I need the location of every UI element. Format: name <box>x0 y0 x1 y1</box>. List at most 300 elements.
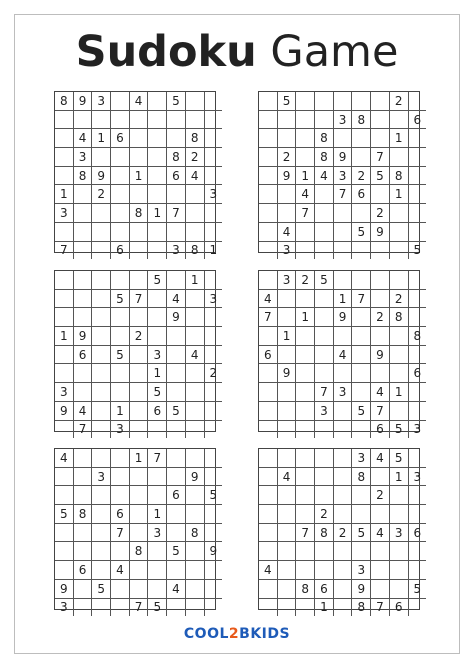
sudoku-cell[interactable] <box>148 467 167 486</box>
sudoku-cell[interactable] <box>92 401 111 420</box>
sudoku-cell[interactable]: 4 <box>185 345 204 364</box>
sudoku-cell[interactable] <box>129 345 148 364</box>
sudoku-cell[interactable] <box>277 542 296 561</box>
sudoku-cell[interactable] <box>129 129 148 148</box>
sudoku-cell[interactable] <box>204 467 222 486</box>
sudoku-cell[interactable] <box>148 561 167 580</box>
sudoku-cell[interactable] <box>315 204 334 223</box>
sudoku-cell[interactable] <box>111 222 130 241</box>
sudoku-cell[interactable]: 7 <box>259 308 277 327</box>
sudoku-cell[interactable] <box>277 598 296 616</box>
sudoku-cell[interactable] <box>259 449 277 467</box>
sudoku-cell[interactable] <box>333 401 352 420</box>
sudoku-cell[interactable]: 4 <box>111 561 130 580</box>
sudoku-cell[interactable]: 6 <box>111 505 130 524</box>
sudoku-cell[interactable] <box>296 345 315 364</box>
sudoku-cell[interactable] <box>129 271 148 289</box>
sudoku-cell[interactable] <box>352 308 371 327</box>
sudoku-cell[interactable]: 3 <box>92 467 111 486</box>
sudoku-cell[interactable] <box>333 561 352 580</box>
sudoku-cell[interactable] <box>333 364 352 383</box>
sudoku-cell[interactable] <box>204 222 222 241</box>
sudoku-cell[interactable] <box>408 204 426 223</box>
sudoku-cell[interactable] <box>389 364 408 383</box>
sudoku-cell[interactable]: 2 <box>389 92 408 110</box>
sudoku-cell[interactable] <box>389 271 408 289</box>
sudoku-cell[interactable]: 1 <box>129 166 148 185</box>
sudoku-cell[interactable] <box>185 289 204 308</box>
sudoku-cell[interactable] <box>408 92 426 110</box>
sudoku-cell[interactable]: 3 <box>148 345 167 364</box>
sudoku-cell[interactable] <box>167 598 186 616</box>
sudoku-cell[interactable] <box>204 383 222 402</box>
sudoku-cell[interactable] <box>73 308 92 327</box>
sudoku-cell[interactable]: 6 <box>352 185 371 204</box>
sudoku-cell[interactable] <box>167 271 186 289</box>
sudoku-cell[interactable]: 5 <box>111 289 130 308</box>
sudoku-cell[interactable] <box>111 110 130 129</box>
sudoku-cell[interactable] <box>259 420 277 438</box>
sudoku-cell[interactable]: 5 <box>352 523 371 542</box>
sudoku-cell[interactable] <box>389 241 408 259</box>
sudoku-cell[interactable] <box>73 185 92 204</box>
sudoku-cell[interactable] <box>73 241 92 259</box>
sudoku-cell[interactable]: 5 <box>167 542 186 561</box>
sudoku-cell[interactable]: 7 <box>333 185 352 204</box>
sudoku-cell[interactable]: 9 <box>204 542 222 561</box>
sudoku-cell[interactable] <box>296 92 315 110</box>
sudoku-cell[interactable] <box>92 222 111 241</box>
sudoku-cell[interactable] <box>408 289 426 308</box>
sudoku-cell[interactable] <box>259 110 277 129</box>
sudoku-cell[interactable] <box>277 486 296 505</box>
sudoku-cell[interactable]: 5 <box>148 271 167 289</box>
sudoku-cell[interactable] <box>73 271 92 289</box>
sudoku-cell[interactable] <box>371 110 390 129</box>
sudoku-cell[interactable]: 5 <box>371 166 390 185</box>
sudoku-cell[interactable] <box>204 166 222 185</box>
sudoku-cell[interactable] <box>129 486 148 505</box>
sudoku-cell[interactable] <box>55 308 73 327</box>
sudoku-cell[interactable]: 4 <box>167 289 186 308</box>
sudoku-cell[interactable] <box>55 364 73 383</box>
sudoku-cell[interactable] <box>185 222 204 241</box>
sudoku-cell[interactable] <box>185 92 204 110</box>
sudoku-cell[interactable]: 8 <box>55 92 73 110</box>
sudoku-cell[interactable] <box>277 579 296 598</box>
sudoku-cell[interactable] <box>55 271 73 289</box>
sudoku-cell[interactable]: 8 <box>129 204 148 223</box>
sudoku-cell[interactable]: 7 <box>129 598 148 616</box>
sudoku-cell[interactable]: 5 <box>408 579 426 598</box>
sudoku-cell[interactable]: 7 <box>167 204 186 223</box>
sudoku-cell[interactable]: 3 <box>277 271 296 289</box>
sudoku-cell[interactable]: 3 <box>408 467 426 486</box>
sudoku-cell[interactable] <box>148 185 167 204</box>
sudoku-cell[interactable] <box>315 241 334 259</box>
sudoku-cell[interactable] <box>389 204 408 223</box>
sudoku-cell[interactable] <box>408 222 426 241</box>
sudoku-cell[interactable] <box>129 222 148 241</box>
sudoku-cell[interactable]: 7 <box>296 204 315 223</box>
sudoku-cell[interactable] <box>185 561 204 580</box>
sudoku-cell[interactable] <box>129 185 148 204</box>
sudoku-cell[interactable]: 3 <box>73 148 92 167</box>
sudoku-cell[interactable]: 1 <box>315 598 334 616</box>
sudoku-cell[interactable] <box>185 598 204 616</box>
sudoku-cell[interactable]: 1 <box>148 364 167 383</box>
sudoku-cell[interactable] <box>111 486 130 505</box>
sudoku-cell[interactable] <box>73 449 92 467</box>
sudoku-cell[interactable] <box>259 364 277 383</box>
sudoku-cell[interactable]: 8 <box>73 166 92 185</box>
sudoku-cell[interactable]: 4 <box>315 166 334 185</box>
sudoku-cell[interactable] <box>73 289 92 308</box>
sudoku-cell[interactable]: 3 <box>204 185 222 204</box>
sudoku-cell[interactable]: 4 <box>55 449 73 467</box>
sudoku-cell[interactable] <box>148 486 167 505</box>
sudoku-cell[interactable] <box>204 327 222 346</box>
sudoku-cell[interactable] <box>148 129 167 148</box>
sudoku-cell[interactable]: 3 <box>111 420 130 438</box>
sudoku-cell[interactable] <box>333 241 352 259</box>
sudoku-cell[interactable]: 4 <box>277 467 296 486</box>
sudoku-cell[interactable] <box>129 241 148 259</box>
sudoku-cell[interactable]: 1 <box>55 327 73 346</box>
sudoku-cell[interactable]: 5 <box>92 579 111 598</box>
sudoku-cell[interactable]: 3 <box>389 523 408 542</box>
sudoku-cell[interactable]: 5 <box>408 241 426 259</box>
sudoku-cell[interactable] <box>129 364 148 383</box>
sudoku-cell[interactable] <box>315 308 334 327</box>
sudoku-cell[interactable]: 6 <box>315 579 334 598</box>
sudoku-cell[interactable] <box>148 241 167 259</box>
sudoku-cell[interactable] <box>129 561 148 580</box>
sudoku-cell[interactable]: 8 <box>408 327 426 346</box>
sudoku-cell[interactable] <box>371 289 390 308</box>
sudoku-cell[interactable] <box>167 420 186 438</box>
sudoku-cell[interactable] <box>277 185 296 204</box>
sudoku-cell[interactable]: 2 <box>296 271 315 289</box>
sudoku-cell[interactable] <box>296 486 315 505</box>
sudoku-cell[interactable] <box>185 185 204 204</box>
sudoku-cell[interactable] <box>277 449 296 467</box>
sudoku-cell[interactable] <box>389 486 408 505</box>
sudoku-cell[interactable] <box>167 383 186 402</box>
sudoku-cell[interactable] <box>277 383 296 402</box>
sudoku-cell[interactable] <box>129 523 148 542</box>
sudoku-cell[interactable] <box>371 92 390 110</box>
sudoku-cell[interactable] <box>111 166 130 185</box>
sudoku-cell[interactable] <box>111 598 130 616</box>
sudoku-cell[interactable] <box>408 598 426 616</box>
sudoku-cell[interactable] <box>148 308 167 327</box>
sudoku-cell[interactable]: 4 <box>277 222 296 241</box>
sudoku-cell[interactable] <box>277 204 296 223</box>
sudoku-cell[interactable] <box>111 542 130 561</box>
sudoku-cell[interactable] <box>204 308 222 327</box>
sudoku-cell[interactable]: 4 <box>259 561 277 580</box>
sudoku-cell[interactable] <box>408 345 426 364</box>
sudoku-cell[interactable] <box>296 148 315 167</box>
sudoku-cell[interactable] <box>92 241 111 259</box>
sudoku-cell[interactable]: 1 <box>111 401 130 420</box>
sudoku-cell[interactable] <box>204 204 222 223</box>
sudoku-cell[interactable]: 6 <box>167 486 186 505</box>
sudoku-cell[interactable]: 5 <box>389 449 408 467</box>
sudoku-cell[interactable]: 1 <box>148 204 167 223</box>
sudoku-cell[interactable]: 4 <box>185 166 204 185</box>
sudoku-cell[interactable] <box>408 401 426 420</box>
sudoku-cell[interactable] <box>315 486 334 505</box>
sudoku-cell[interactable] <box>167 110 186 129</box>
sudoku-cell[interactable]: 1 <box>277 327 296 346</box>
sudoku-cell[interactable]: 6 <box>167 166 186 185</box>
sudoku-cell[interactable]: 1 <box>296 308 315 327</box>
sudoku-cell[interactable] <box>408 166 426 185</box>
sudoku-cell[interactable] <box>408 308 426 327</box>
sudoku-cell[interactable] <box>73 598 92 616</box>
sudoku-cell[interactable] <box>167 449 186 467</box>
sudoku-cell[interactable]: 6 <box>408 110 426 129</box>
sudoku-cell[interactable] <box>352 420 371 438</box>
sudoku-cell[interactable] <box>73 579 92 598</box>
sudoku-cell[interactable] <box>92 523 111 542</box>
sudoku-cell[interactable] <box>55 289 73 308</box>
sudoku-cell[interactable] <box>167 561 186 580</box>
sudoku-cell[interactable] <box>277 523 296 542</box>
sudoku-cell[interactable] <box>167 364 186 383</box>
sudoku-cell[interactable] <box>352 241 371 259</box>
sudoku-cell[interactable]: 1 <box>55 185 73 204</box>
sudoku-cell[interactable] <box>111 148 130 167</box>
sudoku-cell[interactable]: 5 <box>315 271 334 289</box>
sudoku-cell[interactable] <box>204 505 222 524</box>
sudoku-cell[interactable]: 2 <box>92 185 111 204</box>
sudoku-cell[interactable]: 5 <box>277 92 296 110</box>
sudoku-cell[interactable] <box>129 148 148 167</box>
sudoku-cell[interactable] <box>296 505 315 524</box>
sudoku-cell[interactable] <box>259 505 277 524</box>
sudoku-cell[interactable] <box>371 327 390 346</box>
sudoku-cell[interactable] <box>204 129 222 148</box>
sudoku-cell[interactable] <box>371 271 390 289</box>
sudoku-cell[interactable] <box>296 327 315 346</box>
sudoku-cell[interactable]: 5 <box>148 598 167 616</box>
sudoku-cell[interactable] <box>204 523 222 542</box>
sudoku-cell[interactable]: 8 <box>185 129 204 148</box>
sudoku-cell[interactable] <box>277 561 296 580</box>
sudoku-cell[interactable]: 2 <box>129 327 148 346</box>
sudoku-cell[interactable] <box>167 467 186 486</box>
sudoku-cell[interactable] <box>259 241 277 259</box>
sudoku-cell[interactable] <box>389 148 408 167</box>
sudoku-cell[interactable]: 9 <box>55 579 73 598</box>
sudoku-cell[interactable] <box>315 222 334 241</box>
sudoku-cell[interactable] <box>259 598 277 616</box>
sudoku-cell[interactable] <box>111 92 130 110</box>
sudoku-cell[interactable] <box>352 271 371 289</box>
sudoku-cell[interactable] <box>259 542 277 561</box>
sudoku-cell[interactable] <box>408 383 426 402</box>
sudoku-cell[interactable] <box>55 110 73 129</box>
sudoku-cell[interactable] <box>296 449 315 467</box>
sudoku-cell[interactable]: 7 <box>315 383 334 402</box>
sudoku-cell[interactable] <box>352 505 371 524</box>
sudoku-cell[interactable]: 1 <box>389 129 408 148</box>
sudoku-cell[interactable] <box>315 345 334 364</box>
sudoku-cell[interactable] <box>148 542 167 561</box>
sudoku-cell[interactable] <box>73 204 92 223</box>
sudoku-cell[interactable] <box>148 327 167 346</box>
sudoku-cell[interactable] <box>333 92 352 110</box>
sudoku-cell[interactable] <box>73 542 92 561</box>
sudoku-cell[interactable] <box>55 222 73 241</box>
sudoku-cell[interactable]: 8 <box>389 308 408 327</box>
sudoku-cell[interactable] <box>92 271 111 289</box>
sudoku-cell[interactable] <box>167 185 186 204</box>
sudoku-cell[interactable] <box>371 561 390 580</box>
sudoku-cell[interactable]: 8 <box>185 241 204 259</box>
sudoku-cell[interactable] <box>296 241 315 259</box>
sudoku-cell[interactable] <box>92 383 111 402</box>
sudoku-cell[interactable] <box>408 148 426 167</box>
sudoku-cell[interactable]: 8 <box>167 148 186 167</box>
sudoku-cell[interactable] <box>204 420 222 438</box>
sudoku-cell[interactable]: 7 <box>296 523 315 542</box>
sudoku-cell[interactable] <box>259 383 277 402</box>
sudoku-cell[interactable] <box>371 241 390 259</box>
sudoku-cell[interactable] <box>73 222 92 241</box>
sudoku-cell[interactable]: 9 <box>167 308 186 327</box>
sudoku-cell[interactable]: 8 <box>352 110 371 129</box>
sudoku-cell[interactable]: 9 <box>352 579 371 598</box>
sudoku-cell[interactable] <box>296 110 315 129</box>
sudoku-cell[interactable] <box>352 148 371 167</box>
sudoku-cell[interactable] <box>259 327 277 346</box>
sudoku-cell[interactable]: 3 <box>148 523 167 542</box>
sudoku-cell[interactable]: 8 <box>315 148 334 167</box>
sudoku-cell[interactable]: 5 <box>389 420 408 438</box>
sudoku-cell[interactable]: 4 <box>73 129 92 148</box>
sudoku-cell[interactable]: 9 <box>333 308 352 327</box>
sudoku-cell[interactable] <box>259 401 277 420</box>
sudoku-cell[interactable]: 7 <box>111 523 130 542</box>
sudoku-cell[interactable] <box>352 486 371 505</box>
sudoku-cell[interactable] <box>55 561 73 580</box>
sudoku-cell[interactable] <box>204 345 222 364</box>
sudoku-cell[interactable] <box>315 542 334 561</box>
sudoku-cell[interactable] <box>315 561 334 580</box>
sudoku-cell[interactable] <box>185 110 204 129</box>
sudoku-cell[interactable] <box>73 467 92 486</box>
sudoku-cell[interactable] <box>111 327 130 346</box>
sudoku-cell[interactable]: 4 <box>371 523 390 542</box>
sudoku-cell[interactable] <box>277 289 296 308</box>
sudoku-cell[interactable]: 9 <box>333 148 352 167</box>
sudoku-cell[interactable] <box>55 486 73 505</box>
sudoku-cell[interactable]: 4 <box>73 401 92 420</box>
sudoku-cell[interactable] <box>408 561 426 580</box>
sudoku-cell[interactable] <box>129 579 148 598</box>
sudoku-cell[interactable] <box>55 345 73 364</box>
sudoku-cell[interactable] <box>333 204 352 223</box>
sudoku-cell[interactable]: 8 <box>129 542 148 561</box>
sudoku-cell[interactable] <box>55 542 73 561</box>
sudoku-cell[interactable]: 1 <box>389 383 408 402</box>
sudoku-cell[interactable] <box>204 148 222 167</box>
sudoku-cell[interactable] <box>277 129 296 148</box>
sudoku-cell[interactable]: 5 <box>167 401 186 420</box>
sudoku-cell[interactable] <box>111 383 130 402</box>
sudoku-cell[interactable]: 4 <box>371 383 390 402</box>
sudoku-cell[interactable] <box>129 401 148 420</box>
sudoku-cell[interactable] <box>259 129 277 148</box>
sudoku-cell[interactable] <box>111 449 130 467</box>
sudoku-cell[interactable] <box>259 467 277 486</box>
sudoku-cell[interactable]: 1 <box>296 166 315 185</box>
sudoku-cell[interactable]: 8 <box>315 129 334 148</box>
sudoku-cell[interactable] <box>371 364 390 383</box>
sudoku-cell[interactable] <box>371 129 390 148</box>
sudoku-cell[interactable] <box>92 420 111 438</box>
sudoku-cell[interactable]: 3 <box>277 241 296 259</box>
sudoku-cell[interactable] <box>111 579 130 598</box>
sudoku-cell[interactable] <box>55 467 73 486</box>
sudoku-cell[interactable] <box>73 486 92 505</box>
sudoku-cell[interactable] <box>296 598 315 616</box>
sudoku-cell[interactable] <box>55 166 73 185</box>
sudoku-cell[interactable] <box>389 345 408 364</box>
sudoku-cell[interactable] <box>259 486 277 505</box>
sudoku-cell[interactable] <box>389 542 408 561</box>
sudoku-cell[interactable] <box>333 579 352 598</box>
sudoku-cell[interactable]: 3 <box>315 401 334 420</box>
sudoku-cell[interactable] <box>389 222 408 241</box>
sudoku-cell[interactable] <box>352 204 371 223</box>
sudoku-cell[interactable] <box>296 222 315 241</box>
sudoku-cell[interactable] <box>296 364 315 383</box>
sudoku-cell[interactable] <box>185 579 204 598</box>
sudoku-cell[interactable]: 3 <box>204 289 222 308</box>
sudoku-cell[interactable]: 4 <box>371 449 390 467</box>
sudoku-cell[interactable] <box>389 561 408 580</box>
sudoku-cell[interactable] <box>277 308 296 327</box>
sudoku-cell[interactable]: 2 <box>371 308 390 327</box>
sudoku-cell[interactable] <box>73 110 92 129</box>
sudoku-cell[interactable] <box>333 542 352 561</box>
sudoku-cell[interactable] <box>389 401 408 420</box>
sudoku-cell[interactable]: 6 <box>389 598 408 616</box>
sudoku-cell[interactable]: 3 <box>333 166 352 185</box>
sudoku-cell[interactable]: 6 <box>111 129 130 148</box>
sudoku-cell[interactable]: 9 <box>185 467 204 486</box>
sudoku-cell[interactable]: 3 <box>352 449 371 467</box>
sudoku-cell[interactable]: 8 <box>73 505 92 524</box>
sudoku-cell[interactable] <box>333 467 352 486</box>
sudoku-cell[interactable] <box>167 523 186 542</box>
sudoku-cell[interactable]: 6 <box>371 420 390 438</box>
sudoku-cell[interactable] <box>333 420 352 438</box>
sudoku-cell[interactable] <box>408 271 426 289</box>
sudoku-cell[interactable] <box>92 345 111 364</box>
sudoku-cell[interactable] <box>55 420 73 438</box>
sudoku-cell[interactable] <box>315 467 334 486</box>
sudoku-cell[interactable]: 1 <box>389 467 408 486</box>
sudoku-cell[interactable] <box>92 505 111 524</box>
sudoku-cell[interactable] <box>389 579 408 598</box>
sudoku-cell[interactable] <box>111 204 130 223</box>
